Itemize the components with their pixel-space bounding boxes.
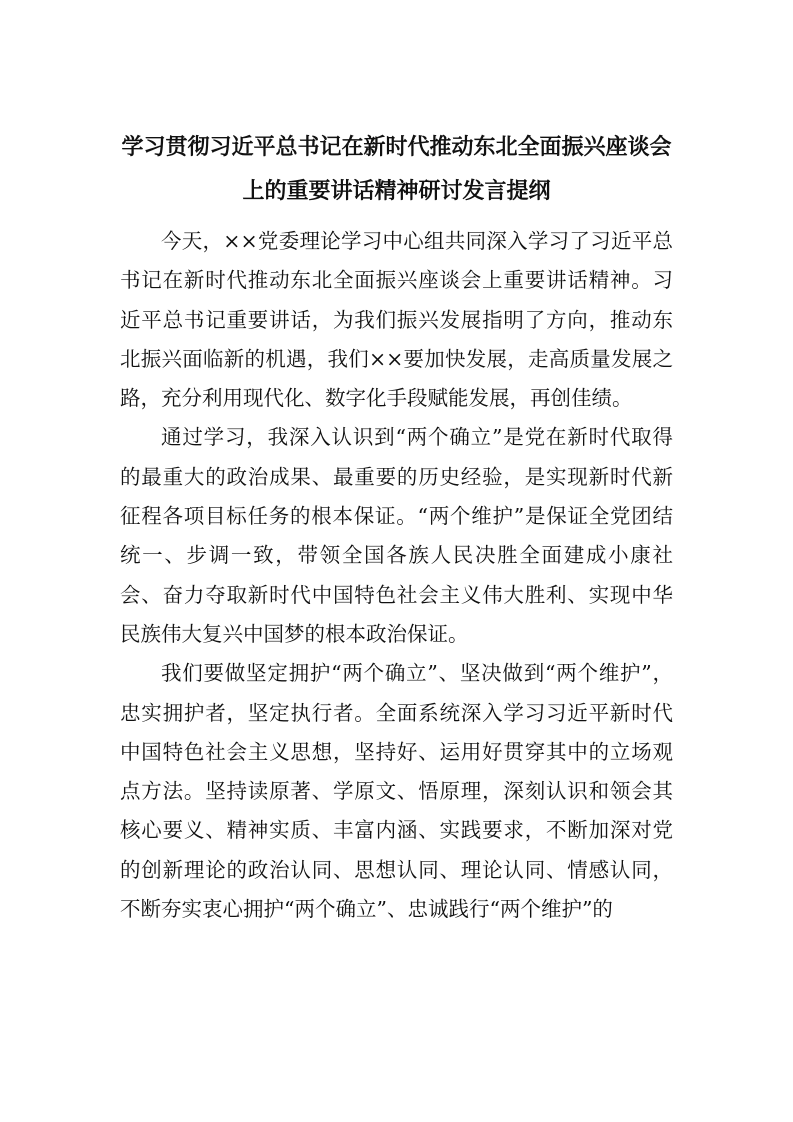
paragraph-1-text: 今天，××党委理论学习中心组共同深入学习了习近平总书记在新时代推动东北全面振兴座谈会上重要讲话精神。习近平总书记重要讲话，为我们振兴发展指明了方向，推动东北振兴面临新的机遇，我们××要加快发展，走高质量发展之路，充分利用现代化、数字化手段赋能发展，再创佳绩。 — [120, 229, 673, 411]
paragraph-3 — [120, 654, 673, 929]
document-title — [120, 126, 673, 214]
paragraph-2-text: 通过学习，我深入认识到“两个确立”是党在新时代取得的最重大的政治成果、最重要的历史经验，是实现新时代新征程各项目标任务的根本保证。“两个维护”是保证全党团结统一、步调一致，带领全国各族人民决胜全面建成小康社会、奋力夺取新时代中国特色社会主义伟大胜利、实现中华民族伟大复兴中国梦的根本政治保证。 — [120, 425, 673, 646]
paragraph-1 — [120, 222, 673, 418]
paragraph-2 — [120, 418, 673, 654]
document-body — [120, 222, 673, 929]
title-line-2: 上的重要讲话精神研讨发言提纲 — [242, 179, 551, 204]
title-line-1: 学习贯彻习近平总书记在新时代推动东北全面振兴座谈会 — [121, 135, 672, 160]
paragraph-3-text: 我们要做坚定拥护“两个确立”、坚决做到“两个维护”，忠实拥护者，坚定执行者。全面系统深入学习习近平新时代中国特色社会主义思想，坚持好、运用好贯穿其中的立场观点方法。坚持读原著、学原文、悟原理，深刻认识和领会其核心要义、精神实质、丰富内涵、实践要求，不断加深对党的创新理论的政治认同、思想认同、理论认同、情感认同，不断夯实衷心拥护“两个确立”、忠诚践行“两个维护”的 — [120, 661, 673, 922]
